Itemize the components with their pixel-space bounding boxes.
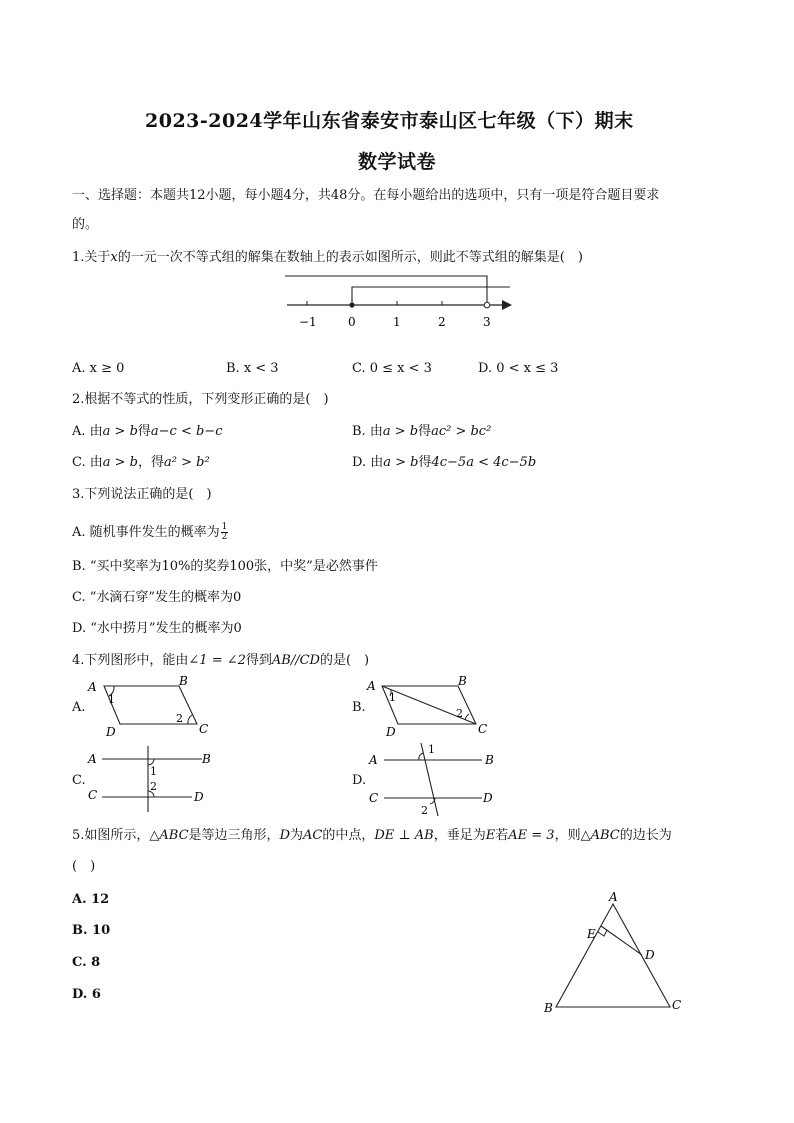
tick-label: 0 <box>348 315 356 329</box>
tick-label: 1 <box>393 315 401 329</box>
point-label: B <box>485 753 494 767</box>
q3-option-d: D. “水中捞月”发生的概率为0 <box>72 621 242 636</box>
point-label: B <box>202 752 211 766</box>
closed-dot <box>349 302 354 307</box>
q4-figure-d <box>364 740 504 818</box>
point-label: B <box>544 1001 553 1015</box>
q4-option-b-label: B. <box>352 700 366 715</box>
point-label: D <box>483 791 493 805</box>
section-heading: 一、选择题：本题共12小题，每小题4分，共48分。在每小题给出的选项中，只有一项是符合题目要求 <box>72 188 660 203</box>
angle-label: 1 <box>428 743 435 756</box>
point-label: C <box>369 791 379 805</box>
point-label: A <box>609 890 618 904</box>
fraction: $\frac{1}{2}$ <box>221 522 228 542</box>
q4-option-d-label: D. <box>352 773 367 788</box>
angle-label: 2 <box>421 804 428 817</box>
angle-label: 2 <box>176 712 183 725</box>
q2-option-c: C. 由a > b，得a² > b² <box>72 455 210 470</box>
q5-option-d: D. 6 <box>72 987 101 1002</box>
q4-figure-a <box>84 674 224 740</box>
q4-figure-c <box>84 742 224 814</box>
open-dot <box>484 302 490 308</box>
number-line-figure <box>280 272 520 332</box>
question-3-stem: 3.下列说法正确的是( ) <box>72 487 212 502</box>
point-label: C <box>199 722 209 736</box>
tick-label: −1 <box>299 315 317 329</box>
q5-option-b: B. 10 <box>72 923 111 938</box>
question-2-stem: 2.根据不等式的性质，下列变形正确的是( ) <box>72 392 329 407</box>
tick-label: 3 <box>483 315 491 329</box>
angle-label: 1 <box>108 693 115 706</box>
point-label: A <box>369 753 378 767</box>
section-heading-cont: 的。 <box>72 217 99 232</box>
question-1-stem: 1.关于x的一元一次不等式组的解集在数轴上的表示如图所示，则此不等式组的解集是( ) <box>72 250 583 265</box>
q3-option-c: C. “水滴石穿”发生的概率为0 <box>72 590 242 605</box>
q1-option-b: B. x < 3 <box>226 361 279 376</box>
q5-option-a: A. 12 <box>72 892 110 907</box>
point-label: B <box>179 674 188 688</box>
q1-option-a: A. x ≥ 0 <box>72 361 125 376</box>
point-label: D <box>194 790 204 804</box>
point-label: C <box>672 998 682 1012</box>
q1-option-c: C. 0 ≤ x < 3 <box>352 361 432 376</box>
point-label: B <box>458 674 467 688</box>
angle-label: 1 <box>389 691 396 704</box>
q4-option-c-label: C. <box>72 773 86 788</box>
q2-option-b: B. 由a > b得ac² > bc² <box>352 424 492 439</box>
point-label: D <box>645 948 655 962</box>
q5-option-c: C. 8 <box>72 955 101 970</box>
q2-option-a: A. 由a > b得a−c < b−c <box>72 424 223 439</box>
point-label: C <box>478 722 488 736</box>
q4-figure-b <box>364 674 504 740</box>
question-4-stem: 4.下列图形中，能由∠1 = ∠2得到AB//CD的是( ) <box>72 653 370 668</box>
q3-option-b: B. “买中奖率为10%的奖券100张，中奖”是必然事件 <box>72 559 378 574</box>
point-label: D <box>386 725 396 739</box>
q1-option-d: D. 0 < x ≤ 3 <box>478 361 559 376</box>
question-5-stem-cont: ( ) <box>72 859 96 874</box>
point-label: A <box>88 752 97 766</box>
paper-title-line2: 数学试卷 <box>358 151 437 173</box>
q4-option-a-label: A. <box>72 700 86 715</box>
angle-label: 1 <box>150 765 157 778</box>
question-5-stem: 5.如图所示，△ABC是等边三角形，D为AC的中点，DE ⊥ AB，垂足为E若AE = 3，则△ABC的边长为 <box>72 828 672 843</box>
q2-option-d: D. 由a > b得4c−5a < 4c−5b <box>352 455 537 470</box>
point-label: A <box>88 680 97 694</box>
paper-title-line1: 2023-2024学年山东省泰安市泰山区七年级（下）期末 <box>145 110 634 132</box>
tick-label: 2 <box>438 315 446 329</box>
point-label: A <box>367 679 376 693</box>
point-label: E <box>587 927 596 941</box>
q3-option-a: A. 随机事件发生的概率为 $\frac{1}{2}$ <box>72 522 228 542</box>
angle-label: 2 <box>456 707 463 720</box>
point-label: C <box>88 788 98 802</box>
angle-label: 2 <box>150 780 157 793</box>
triangle-figure <box>538 890 698 1020</box>
point-label: D <box>106 725 116 739</box>
